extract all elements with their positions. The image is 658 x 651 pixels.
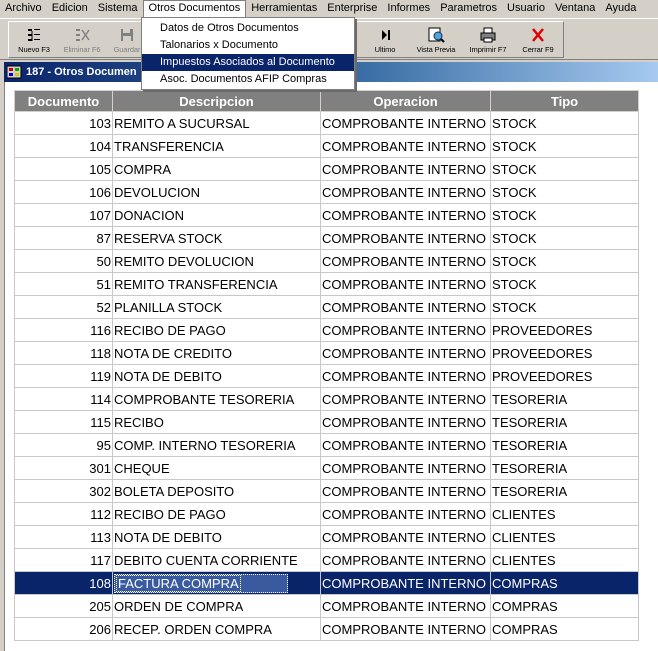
- close-icon: [529, 26, 547, 44]
- cell-documento[interactable]: 51: [15, 273, 113, 296]
- cell-operacion[interactable]: COMPROBANTE INTERNO: [321, 112, 491, 135]
- cell-documento[interactable]: 87: [15, 227, 113, 250]
- cell-operacion[interactable]: COMPROBANTE INTERNO: [321, 618, 491, 641]
- new-record-icon: [25, 26, 43, 44]
- cell-tipo[interactable]: TESORERIA: [491, 411, 639, 434]
- cell-descripcion[interactable]: RECIBO DE PAGO: [113, 319, 321, 342]
- table-row[interactable]: [15, 227, 639, 250]
- cell-operacion[interactable]: COMPROBANTE INTERNO: [321, 365, 491, 388]
- table-row[interactable]: [15, 618, 639, 641]
- guardar-label: Guardar: [113, 45, 141, 54]
- cerrar-button[interactable]: [515, 24, 561, 58]
- window-title: 187 - Otros Documen: [26, 66, 137, 78]
- cerrar-label: Cerrar F9: [522, 45, 554, 54]
- menu-item-asoc-afip-compras[interactable]: Asoc. Documentos AFIP Compras: [160, 73, 327, 85]
- cell-documento[interactable]: 119: [15, 365, 113, 388]
- cell-operacion[interactable]: COMPROBANTE INTERNO: [321, 273, 491, 296]
- table-row[interactable]: [15, 273, 639, 296]
- ultimo-button[interactable]: [361, 24, 409, 58]
- table-row[interactable]: [15, 411, 639, 434]
- column-header-operacion[interactable]: Operacion: [321, 91, 491, 112]
- toolbar-group-nav: [354, 21, 564, 58]
- cell-tipo[interactable]: COMPRAS: [491, 572, 639, 595]
- cell-documento[interactable]: 106: [15, 181, 113, 204]
- cell-descripcion[interactable]: NOTA DE DEBITO: [113, 365, 321, 388]
- cell-tipo[interactable]: STOCK: [491, 296, 639, 319]
- menu-archivo[interactable]: Archivo: [5, 2, 42, 14]
- cell-operacion[interactable]: COMPROBANTE INTERNO: [321, 388, 491, 411]
- cell-operacion[interactable]: COMPROBANTE INTERNO: [321, 526, 491, 549]
- nuevo-button[interactable]: [11, 24, 57, 58]
- cell-operacion[interactable]: COMPROBANTE INTERNO: [321, 595, 491, 618]
- cell-operacion[interactable]: COMPROBANTE INTERNO: [321, 181, 491, 204]
- menu-edicion[interactable]: Edicion: [51, 2, 88, 14]
- cell-tipo[interactable]: CLIENTES: [491, 503, 639, 526]
- print-preview-icon: [427, 26, 445, 44]
- toolbar-group-edit: [8, 21, 146, 58]
- cell-operacion[interactable]: COMPROBANTE INTERNO: [321, 434, 491, 457]
- cell-operacion[interactable]: COMPROBANTE INTERNO: [321, 411, 491, 434]
- cell-operacion[interactable]: COMPROBANTE INTERNO: [321, 227, 491, 250]
- eliminar-button[interactable]: [59, 24, 105, 58]
- cell-descripcion[interactable]: TRANSFERENCIA: [113, 135, 321, 158]
- cell-documento[interactable]: 115: [15, 411, 113, 434]
- table-row[interactable]: [15, 319, 639, 342]
- cell-tipo[interactable]: PROVEEDORES: [491, 365, 639, 388]
- cell-documento[interactable]: 103: [15, 112, 113, 135]
- menu-otros-documentos[interactable]: Otros Documentos: [143, 0, 247, 18]
- table-row[interactable]: [15, 250, 639, 273]
- cell-tipo[interactable]: STOCK: [491, 112, 639, 135]
- cell-tipo[interactable]: TESORERIA: [491, 457, 639, 480]
- cell-operacion[interactable]: COMPROBANTE INTERNO: [321, 135, 491, 158]
- cell-tipo[interactable]: STOCK: [491, 227, 639, 250]
- table-row[interactable]: [15, 549, 639, 572]
- cell-descripcion[interactable]: COMP. INTERNO TESORERIA: [113, 434, 321, 457]
- otros-documentos-dropdown: [141, 17, 355, 90]
- cell-tipo[interactable]: CLIENTES: [491, 526, 639, 549]
- nuevo-label: Nuevo F3: [18, 45, 50, 54]
- menu-enterprise[interactable]: Enterprise: [327, 2, 378, 14]
- cell-descripcion[interactable]: CHEQUE: [113, 457, 321, 480]
- cell-operacion[interactable]: COMPROBANTE INTERNO: [321, 457, 491, 480]
- cell-descripcion[interactable]: REMITO DEVOLUCION: [113, 250, 321, 273]
- cell-operacion[interactable]: COMPROBANTE INTERNO: [321, 480, 491, 503]
- cell-documento[interactable]: 108: [15, 572, 113, 595]
- table-row[interactable]: [15, 365, 639, 388]
- cell-tipo[interactable]: STOCK: [491, 273, 639, 296]
- menu-sistema[interactable]: Sistema: [97, 2, 138, 14]
- cell-operacion[interactable]: COMPROBANTE INTERNO: [321, 296, 491, 319]
- cell-descripcion[interactable]: REMITO TRANSFERENCIA: [113, 273, 321, 296]
- table-row[interactable]: [15, 112, 639, 135]
- table-row[interactable]: [15, 503, 639, 526]
- column-header-documento[interactable]: Documento: [15, 91, 113, 112]
- ultimo-label: Ultimo: [374, 45, 396, 54]
- menu-informes[interactable]: Informes: [387, 2, 431, 14]
- cell-documento[interactable]: 52: [15, 296, 113, 319]
- delete-record-icon: [73, 26, 91, 44]
- cell-tipo[interactable]: STOCK: [491, 181, 639, 204]
- table-row[interactable]: [15, 296, 639, 319]
- documents-table: [14, 90, 639, 641]
- menu-parametros[interactable]: Parametros: [440, 2, 498, 14]
- vista-previa-label: Vista Previa: [416, 45, 456, 54]
- menu-item-datos-otros-documentos[interactable]: Datos de Otros Documentos: [160, 22, 299, 34]
- cell-descripcion[interactable]: DEBITO CUENTA CORRIENTE: [113, 549, 321, 572]
- cell-descripcion[interactable]: [113, 572, 321, 595]
- cell-descripcion[interactable]: PLANILLA STOCK: [113, 296, 321, 319]
- cell-tipo[interactable]: STOCK: [491, 204, 639, 227]
- cell-operacion[interactable]: COMPROBANTE INTERNO: [321, 204, 491, 227]
- table-row[interactable]: [15, 204, 639, 227]
- cell-descripcion[interactable]: COMPROBANTE TESORERIA: [113, 388, 321, 411]
- cell-tipo[interactable]: TESORERIA: [491, 480, 639, 503]
- table-header-row: [15, 91, 639, 112]
- menu-bar: [0, 0, 658, 18]
- cell-tipo[interactable]: CLIENTES: [491, 549, 639, 572]
- cell-documento[interactable]: 50: [15, 250, 113, 273]
- table-row[interactable]: [15, 526, 639, 549]
- table-row[interactable]: [15, 457, 639, 480]
- cell-tipo[interactable]: TESORERIA: [491, 434, 639, 457]
- cell-descripcion[interactable]: REMITO A SUCURSAL: [113, 112, 321, 135]
- cell-documento[interactable]: 112: [15, 503, 113, 526]
- cell-descripcion[interactable]: RESERVA STOCK: [113, 227, 321, 250]
- cell-tipo[interactable]: STOCK: [491, 135, 639, 158]
- table-row[interactable]: [15, 572, 639, 595]
- cell-documento[interactable]: 95: [15, 434, 113, 457]
- menu-usuario[interactable]: Usuario: [507, 2, 545, 14]
- vista-previa-button[interactable]: [411, 24, 461, 58]
- table-row[interactable]: [15, 388, 639, 411]
- grid-area: [4, 82, 658, 651]
- cell-operacion[interactable]: COMPROBANTE INTERNO: [321, 158, 491, 181]
- cell-documento[interactable]: 118: [15, 342, 113, 365]
- cell-documento[interactable]: 302: [15, 480, 113, 503]
- cell-documento[interactable]: 105: [15, 158, 113, 181]
- table-row[interactable]: [15, 595, 639, 618]
- cell-descripcion[interactable]: ORDEN DE COMPRA: [113, 595, 321, 618]
- table-row[interactable]: [15, 135, 639, 158]
- cell-documento[interactable]: 116: [15, 319, 113, 342]
- cell-descripcion[interactable]: RECEP. ORDEN COMPRA: [113, 618, 321, 641]
- window-app-icon: [7, 65, 22, 79]
- imprimir-button[interactable]: [463, 24, 513, 58]
- cell-operacion[interactable]: COMPROBANTE INTERNO: [321, 572, 491, 595]
- printer-icon: [479, 26, 497, 44]
- cell-tipo[interactable]: STOCK: [491, 158, 639, 181]
- cell-descripcion[interactable]: NOTA DE CREDITO: [113, 342, 321, 365]
- cell-documento[interactable]: 301: [15, 457, 113, 480]
- last-record-icon: [376, 26, 394, 44]
- cell-documento[interactable]: 206: [15, 618, 113, 641]
- cell-operacion[interactable]: COMPROBANTE INTERNO: [321, 250, 491, 273]
- cell-descripcion[interactable]: RECIBO: [113, 411, 321, 434]
- menu-ventana[interactable]: Ventana: [554, 2, 596, 14]
- save-icon: [118, 26, 136, 44]
- cell-descripcion[interactable]: NOTA DE DEBITO: [113, 526, 321, 549]
- cell-operacion[interactable]: COMPROBANTE INTERNO: [321, 503, 491, 526]
- cell-documento[interactable]: 113: [15, 526, 113, 549]
- cell-tipo[interactable]: PROVEEDORES: [491, 319, 639, 342]
- table-row[interactable]: [15, 342, 639, 365]
- cell-tipo[interactable]: STOCK: [491, 250, 639, 273]
- column-header-descripcion[interactable]: Descripcion: [113, 91, 321, 112]
- cell-tipo[interactable]: COMPRAS: [491, 595, 639, 618]
- cell-tipo[interactable]: PROVEEDORES: [491, 342, 639, 365]
- imprimir-label: Imprimir F7: [469, 45, 507, 54]
- table-row[interactable]: [15, 480, 639, 503]
- cell-edit-box[interactable]: [114, 574, 288, 593]
- menu-item-talonarios[interactable]: Talonarios x Documento: [160, 39, 279, 51]
- menu-herramientas[interactable]: Herramientas: [251, 2, 318, 14]
- cell-operacion[interactable]: COMPROBANTE INTERNO: [321, 342, 491, 365]
- cell-documento[interactable]: 205: [15, 595, 113, 618]
- cell-documento[interactable]: 117: [15, 549, 113, 572]
- table-row[interactable]: [15, 158, 639, 181]
- eliminar-label: Eliminar F6: [63, 45, 101, 54]
- cell-descripcion[interactable]: DONACION: [113, 204, 321, 227]
- cell-documento[interactable]: 114: [15, 388, 113, 411]
- table-row[interactable]: [15, 181, 639, 204]
- cell-descripcion[interactable]: RECIBO DE PAGO: [113, 503, 321, 526]
- menu-item-impuestos-asociados[interactable]: Impuestos Asociados al Documento: [142, 54, 354, 71]
- table-body: [15, 112, 639, 641]
- menu-ayuda[interactable]: Ayuda: [605, 2, 637, 14]
- cell-documento[interactable]: 107: [15, 204, 113, 227]
- cell-descripcion[interactable]: DEVOLUCION: [113, 181, 321, 204]
- cell-tipo[interactable]: COMPRAS: [491, 618, 639, 641]
- cell-tipo[interactable]: TESORERIA: [491, 388, 639, 411]
- cell-documento[interactable]: 104: [15, 135, 113, 158]
- column-header-tipo[interactable]: Tipo: [491, 91, 639, 112]
- cell-edit-text: FACTURA COMPRA: [118, 575, 239, 591]
- table-row[interactable]: [15, 434, 639, 457]
- cell-operacion[interactable]: COMPROBANTE INTERNO: [321, 549, 491, 572]
- cell-descripcion[interactable]: COMPRA: [113, 158, 321, 181]
- cell-descripcion[interactable]: BOLETA DEPOSITO: [113, 480, 321, 503]
- cell-operacion[interactable]: COMPROBANTE INTERNO: [321, 319, 491, 342]
